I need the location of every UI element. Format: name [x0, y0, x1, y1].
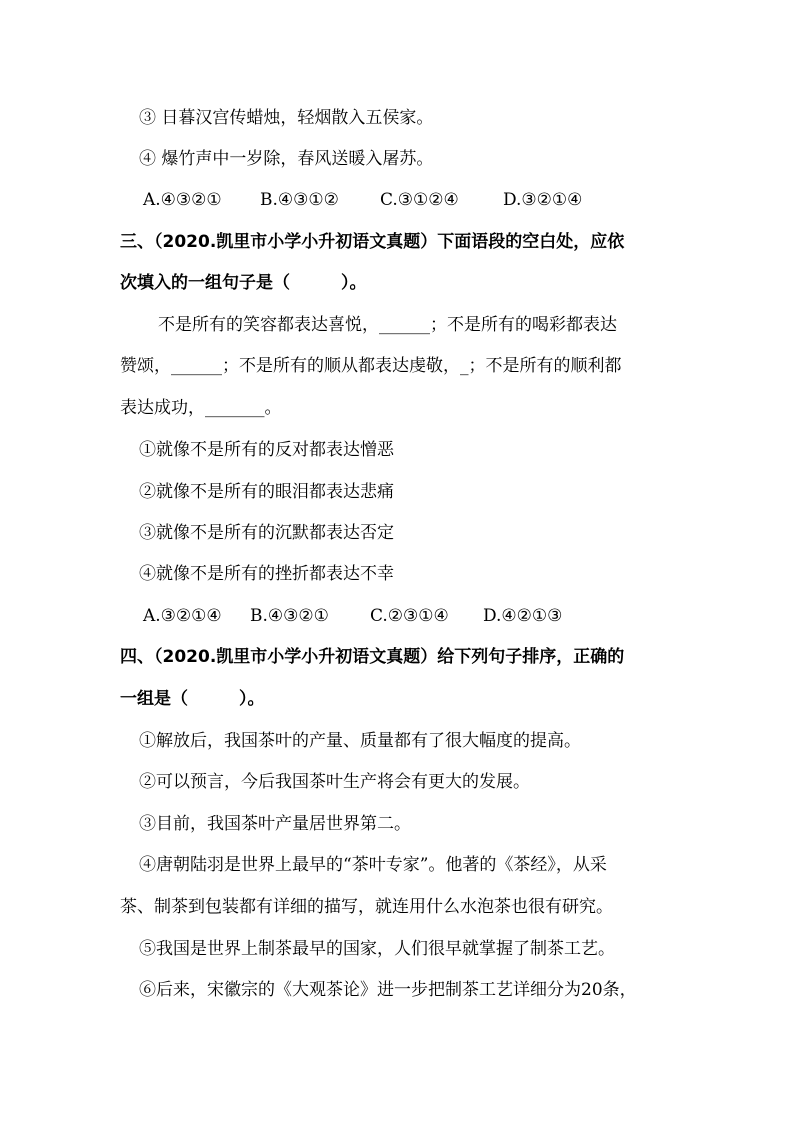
q2-options — [143, 189, 582, 211]
q2-option-b: B.④③①② — [260, 190, 339, 210]
q3-item-4: ④就像不是所有的挫折都表达不幸 — [139, 564, 394, 584]
q3-option-b: B.④③②① — [250, 606, 329, 626]
q4-sentence-6: ⑥后来，宋徽宗的《大观茶论》进一步把制茶工艺详细分为20条， — [139, 980, 637, 1000]
q3-passage-line-1: 不是所有的笑容都表达喜悦，______；不是所有的喝彩都表达 — [158, 315, 617, 335]
q2-option-d: D.③②①④ — [503, 190, 583, 210]
q4-sentence-2: ②可以预言，今后我国茶叶生产将会有更大的发展。 — [139, 772, 530, 792]
q4-sentence-1: ①解放后，我国茶叶的产量、质量都有了很大幅度的提高。 — [139, 731, 581, 751]
q3-item-1: ①就像不是所有的反对都表达憎恶 — [139, 440, 394, 460]
q4-title-line-2: 一组是（ ）。 — [120, 689, 265, 709]
q3-option-a: A.③②①④ — [143, 606, 222, 626]
q4-title-line-1: 四、（2020.凯里市小学小升初语文真题）给下列句子排序，正确的 — [120, 647, 625, 667]
q3-title-line-1: 三、（2020.凯里市小学小升初语文真题）下面语段的空白处，应依 — [120, 232, 625, 252]
q2-option-a: A.④③②① — [143, 190, 222, 210]
q2-option-c: C.③①②④ — [380, 190, 459, 210]
q3-title-line-2: 次填入的一组句子是（ ）。 — [120, 273, 367, 293]
q4-sentence-5: ⑤我国是世界上制茶最早的国家，人们很早就掌握了制茶工艺。 — [139, 939, 615, 959]
q2-item-3: ③ 日暮汉宫传蜡烛，轻烟散入五侯家。 — [139, 108, 434, 128]
q3-item-3: ③就像不是所有的沉默都表达否定 — [139, 523, 394, 543]
q4-sentence-4-line-1: ④唐朝陆羽是世界上最早的“茶叶专家”。他著的《茶经》，从采 — [139, 855, 607, 875]
q3-passage-line-2: 赞颂，______；不是所有的顺从都表达虔敬，_；不是所有的顺利都 — [120, 356, 622, 376]
q3-options — [143, 605, 562, 627]
q3-option-c: C.②③①④ — [370, 606, 449, 626]
q3-passage-line-3: 表达成功，_______。 — [120, 398, 282, 418]
q3-item-2: ②就像不是所有的眼泪都表达悲痛 — [139, 482, 394, 502]
q4-sentence-3: ③目前，我国茶叶产量居世界第二。 — [139, 814, 411, 834]
q4-sentence-4-line-2: 茶、制茶到包装都有详细的描写，就连用什么水泡茶也很有研究。 — [120, 897, 613, 917]
q2-item-4: ④ 爆竹声中一岁除，春风送暖入屠苏。 — [139, 149, 434, 169]
q3-option-d: D.④②①③ — [483, 606, 563, 626]
